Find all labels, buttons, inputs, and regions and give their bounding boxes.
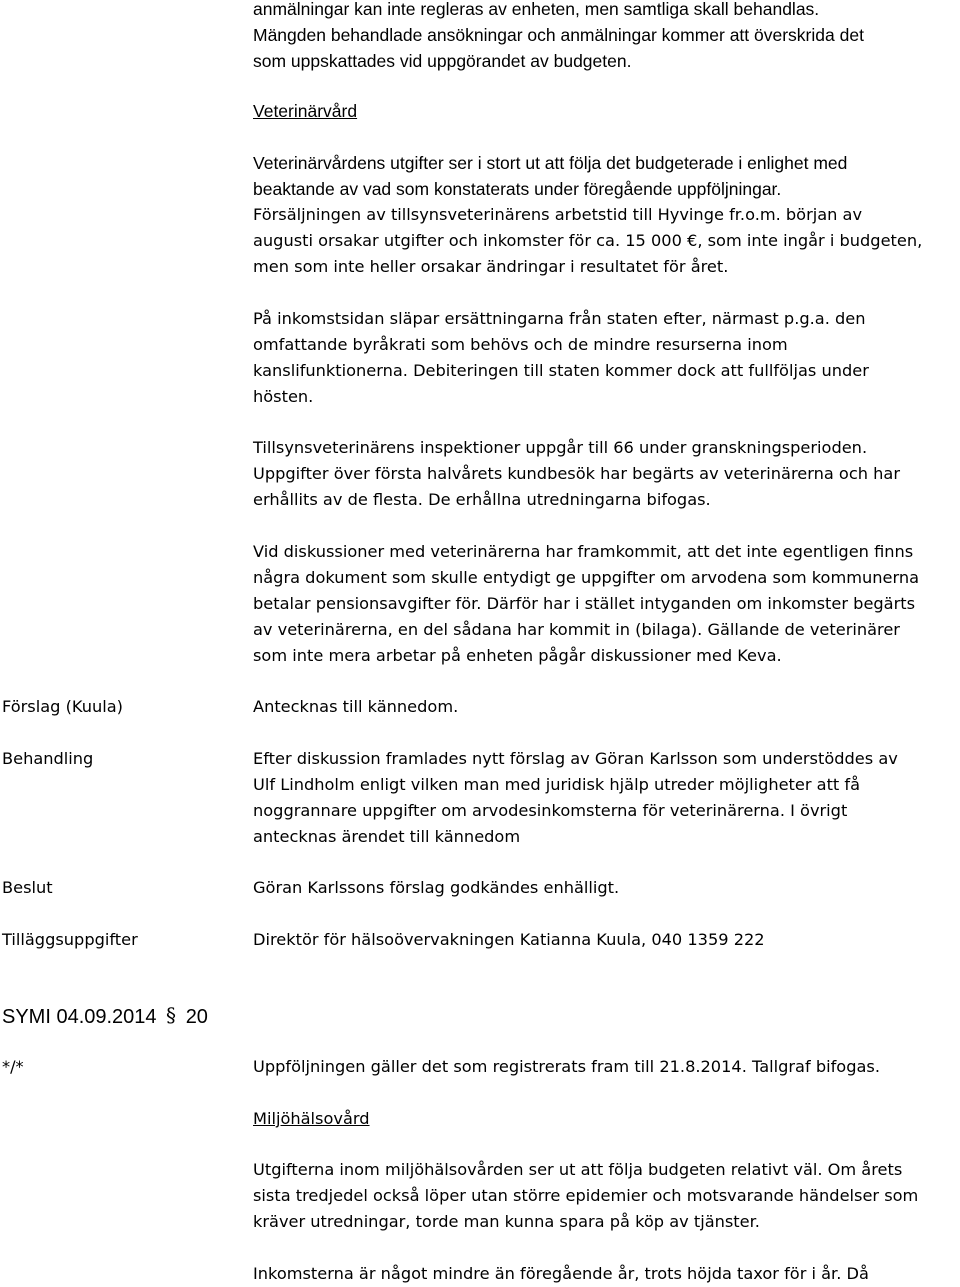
tillagg-label: Tilläggsuppgifter (2, 930, 138, 949)
paragraph-line: På inkomstsidan släpar ersättningarna från staten efter, närmast p.g.a. den (253, 309, 866, 328)
section2-intro: Uppföljningen gäller det som registrerats fram till 21.8.2014. Tallgraf bifogas. (253, 1057, 880, 1076)
meeting-reference (2, 1003, 208, 1031)
beslut-label: Beslut (2, 878, 53, 897)
tillagg-text: Direktör för hälsoövervakningen Katianna Kuula, 040 1359 222 (253, 930, 765, 949)
paragraph-line: några dokument som skulle entydigt ge uppgifter om arvodena som kommunerna (253, 568, 920, 587)
behandling-text (253, 746, 958, 850)
veterinary-paragraph-2 (253, 306, 958, 410)
veterinary-paragraph-1 (253, 150, 958, 280)
intro-line: anmälningar kan inte regleras av enheten, men samtliga skall behandlas. (253, 0, 820, 19)
paragraph-line: Utgifterna inom miljöhälsovården ser ut att följa budgeten relativt väl. Om årets (253, 1160, 903, 1179)
forslag-text: Antecknas till kännedom. (253, 697, 459, 716)
meeting-code: SYMI 04.09.2014 (2, 1006, 157, 1028)
paragraph-line: betalar pensionsavgifter för. Därför har i stället intyganden om inkomster begärts (253, 594, 916, 613)
environment-paragraph-1 (253, 1157, 958, 1235)
veterinary-paragraph-3 (253, 435, 958, 513)
section-number: 20 (185, 1006, 208, 1028)
paragraph-line: antecknas ärendet till kännedom (253, 827, 521, 846)
paragraph-line: augusti orsakar utgifter och inkomster för ca. 15 000 €, som inte ingår i budgeten, (253, 231, 923, 250)
svg-text:§: § (166, 1004, 177, 1026)
section-marker: */* (2, 1057, 24, 1076)
paragraph-line: kanslifunktionerna. Debiteringen till staten kommer dock att fullföljas under (253, 361, 869, 380)
behandling-label: Behandling (2, 749, 94, 768)
paragraph-line: Efter diskussion framlades nytt förslag av Göran Karlsson som understöddes av (253, 749, 898, 768)
intro-paragraph (253, 0, 958, 74)
paragraph-line: Försäljningen av tillsynsveterinärens arbetstid till Hyvinge fr.o.m. början av (253, 205, 863, 224)
paragraph-line: erhållits av de flesta. De erhållna utredningarna bifogas. (253, 490, 711, 509)
paragraph-line: noggrannare uppgifter om arvodesinkomsterna för veterinärerna. I övrigt (253, 801, 848, 820)
paragraph-line: hösten. (253, 387, 314, 406)
paragraph-line: som inte mera arbetar på enheten pågår diskussioner med Keva. (253, 646, 782, 665)
paragraph-line: Uppgifter över första halvårets kundbesök har begärts av veterinärerna och har (253, 464, 900, 483)
environment-paragraph-2 (253, 1261, 958, 1287)
veterinary-paragraph-4 (253, 539, 958, 669)
forslag-label: Förslag (Kuula) (2, 697, 123, 716)
paragraph-line: kräver utredningar, torde man kunna spara på köp av tjänster. (253, 1212, 760, 1231)
paragraph-line: sista tredjedel också löper utan större epidemier och motsvarande händelser som (253, 1186, 919, 1205)
beslut-text: Göran Karlssons förslag godkändes enhälligt. (253, 878, 620, 897)
paragraph-line: Tillsynsveterinärens inspektioner uppgår till 66 under granskningsperioden. (253, 438, 868, 457)
paragraph-line: Ulf Lindholm enligt vilken man med juridisk hjälp utreder möjligheter att få (253, 775, 861, 794)
environment-heading: Miljöhälsovård (253, 1109, 370, 1128)
paragraph-line: Veterinärvårdens utgifter ser i stort ut att följa det budgeterade i enlighet med (253, 153, 848, 173)
paragraph-line: av veterinärerna, en del sådana har kommit in (bilaga). Gällande de veterinärer (253, 620, 900, 639)
section-sign-icon (166, 1004, 178, 1026)
intro-line: Mängden behandlade ansökningar och anmälningar kommer att överskrida det (253, 25, 864, 45)
paragraph-line: Inkomsterna är något mindre än föregående år, trots höjda taxor för i år. Då (253, 1264, 869, 1283)
intro-line: som uppskattades vid uppgörandet av budgeten. (253, 51, 632, 71)
paragraph-line: men som inte heller orsakar ändringar i resultatet för året. (253, 257, 729, 276)
veterinary-heading: Veterinärvård (253, 101, 358, 121)
paragraph-line: omfattande byråkrati som behövs och de mindre resurserna inom (253, 335, 788, 354)
paragraph-line: beaktande av vad som konstaterats under föregående uppföljningar. (253, 179, 782, 199)
paragraph-line: Vid diskussioner med veterinärerna har framkommit, att det inte egentligen finns (253, 542, 914, 561)
